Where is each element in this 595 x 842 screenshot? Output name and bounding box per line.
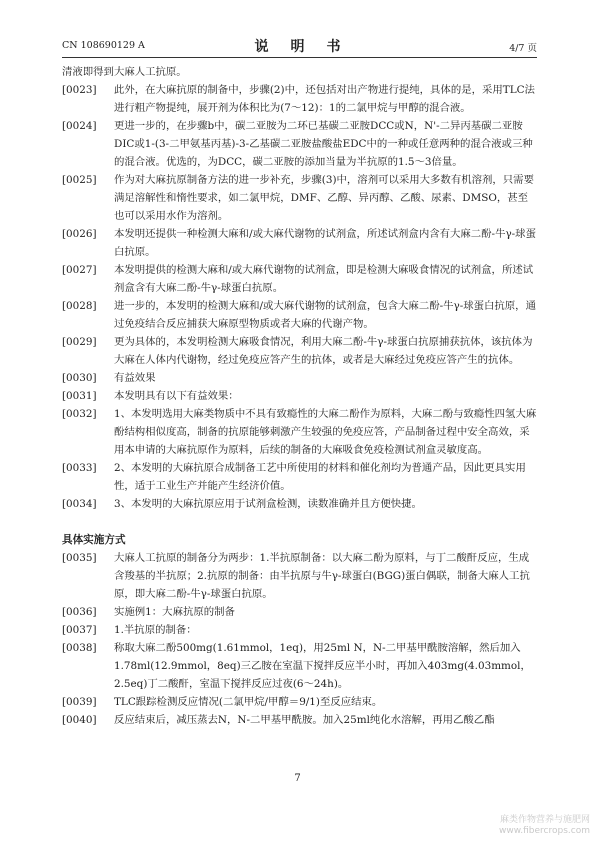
paragraph-text: 2、本发明的大麻抗原合成制备工艺中所使用的材料和催化剂均为普通产品，因此更具实用性，适于工业生产并能产生经济价值。 <box>114 462 526 492</box>
paragraph-text: 反应结束后，减压蒸去N，N-二甲基甲酰胺。加入25ml纯化水溶解，再用乙酸乙酯 <box>114 714 495 726</box>
paragraph-number: [0038] <box>62 642 97 654</box>
paragraph-0028 <box>62 297 537 333</box>
watermark-title: 麻类作物营养与施肥网 <box>499 815 590 825</box>
patent-number: CN 108690129 A <box>62 40 145 51</box>
paragraph-number: [0037] <box>62 624 97 636</box>
paragraph-number: [0030] <box>62 372 97 384</box>
paragraph-0036 <box>62 603 537 621</box>
page-info: 4/7 页 <box>509 43 537 54</box>
document-title: 说 明 书 <box>254 39 345 55</box>
paragraph-text: 实施例1：大麻抗原的制备 <box>114 606 235 618</box>
paragraph-0027 <box>62 261 537 297</box>
paragraph-number: [0032] <box>62 408 97 420</box>
paragraph-0026 <box>62 225 537 261</box>
page-number: 7 <box>294 773 301 784</box>
paragraph-text: 进一步的，本发明的检测大麻和/或大麻代谢物的试剂盒，包含大麻二酚-牛γ-球蛋白抗原，通过免疫结合反应捕获大麻原型物质或者大麻的代谢产物。 <box>114 300 536 330</box>
watermark-url: www.fibercrops.com <box>499 826 590 836</box>
paragraph-number: [0026] <box>62 228 97 240</box>
paragraph-text: 清液即得到大麻人工抗原。 <box>62 66 187 78</box>
paragraph-text: 更为具体的，本发明检测大麻吸食情况，利用大麻二酚-牛γ-球蛋白抗原捕获抗体，该抗体为大麻在人体内代谢物，经过免疫应答产生的抗体，或者是大麻经过免疫应答产生的抗体。 <box>114 336 533 366</box>
paragraph-text: 此外，在大麻抗原的制备中，步骤(2)中，还包括对出产物进行提纯，具体的是，采用TLC法进行粗产物提纯，展开剂为体积比为(7～12)：1的二氯甲烷与甲醇的混合液。 <box>114 84 535 114</box>
site-watermark <box>462 815 590 837</box>
paragraph-text: 有益效果 <box>114 372 156 384</box>
paragraph-0023 <box>62 81 537 117</box>
paragraph-number: [0036] <box>62 606 97 618</box>
paragraph-0038 <box>62 639 537 693</box>
paragraph-text: 大麻人工抗原的制备分为两步：1.半抗原制备：以大麻二酚为原料，与丁二酸酐反应，生成含羧基的半抗原；2.抗原的制备：由半抗原与牛γ-球蛋白(BGG)蛋白偶联，制备大麻人工抗原，即大麻二酚-牛γ-球蛋白抗原。 <box>114 552 530 600</box>
paragraph-number: [0040] <box>62 714 97 726</box>
paragraph-0039 <box>62 693 537 711</box>
paragraph-0033 <box>62 459 537 495</box>
paragraph-0029 <box>62 333 537 369</box>
paragraph-number: [0027] <box>62 264 97 276</box>
paragraph-text: 称取大麻二酚500mg(1.61mmol，1eq)，用25ml N，N-二甲基甲酰胺溶解，然后加入1.78ml(12.9mmol，8eq)三乙胺在室温下搅拌反应半小时，再加入403mg(4.03mmol，2.5eq)丁二酸酐，室温下搅拌反应过夜(6～24h)。 <box>114 642 531 690</box>
page-header <box>62 36 537 56</box>
paragraph-text: 更进一步的，在步骤b中，碳二亚胺为二环已基碳二亚胺DCC或N，N'-二异丙基碳二亚胺DIC或1-(3-二甲氨基丙基)-3-乙基碳二亚胺盐酸盐EDC中的一种或任意两种的混合液或三种的混合液。优选的，为DCC，碳二亚胺的添加当量为半抗原的1.5～3倍量。 <box>114 120 533 168</box>
paragraph-0034 <box>62 495 537 513</box>
paragraph-text: 作为对大麻抗原制备方法的进一步补充，步骤(3)中，溶剂可以采用大多数有机溶剂，只需要满足溶解性和惰性要求，如二氯甲烷，DMF、乙醇、异丙醇、乙酸、尿素、DMSO，甚至也可以采用水作为溶剂。 <box>114 174 534 222</box>
paragraph-text: 1.半抗原的制备： <box>114 624 197 636</box>
paragraph-number: [0024] <box>62 120 97 132</box>
paragraph-number: [0028] <box>62 300 97 312</box>
paragraph-0025 <box>62 171 537 225</box>
paragraph-number: [0033] <box>62 462 97 474</box>
paragraph-number: [0029] <box>62 336 97 348</box>
paragraph-0040 <box>62 711 537 729</box>
paragraph-text: 本发明提供的检测大麻和/或大麻代谢物的试剂盒，即是检测大麻吸食情况的试剂盒，所述试剂盒含有大麻二酚-牛γ-球蛋白抗原。 <box>114 264 534 294</box>
paragraph-0037 <box>62 621 537 639</box>
paragraph-number: [0025] <box>62 174 97 186</box>
paragraph-0024 <box>62 117 537 171</box>
paragraph-number: [0035] <box>62 552 97 564</box>
document-body <box>62 63 537 729</box>
paragraph-text: TLC跟踪检测反应情况(二氯甲烷/甲醇＝9/1)至反应结束。 <box>114 696 383 708</box>
paragraph-0032 <box>62 405 537 459</box>
paragraph-text: 3、本发明的大麻抗原应用于试剂盒检测，读数准确并且方便快捷。 <box>114 498 422 510</box>
paragraph-text: 1、本发明选用大麻类物质中不具有致瘾性的大麻二酚作为原料，大麻二酚与致瘾性四氢大麻酚结构相似度高，制备的抗原能够刺激产生较强的免疫应答，产品制备过程中安全高效，采用本申请的大麻抗原作为原料，后续的制备的大麻吸食免疫检测试剂盒灵敏度高。 <box>114 408 537 456</box>
section-title: 具体实施方式 <box>62 534 126 546</box>
paragraph-number: [0031] <box>62 390 97 402</box>
paragraph-0031 <box>62 387 537 405</box>
paragraph-0030 <box>62 369 537 387</box>
paragraph-number: [0023] <box>62 84 97 96</box>
paragraph-text: 本发明具有以下有益效果： <box>114 390 239 402</box>
paragraph-number: [0039] <box>62 696 97 708</box>
paragraph-text: 本发明还提供一种检测大麻和/或大麻代谢物的试剂盒，所述试剂盒内含有大麻二酚-牛γ-球蛋白抗原。 <box>114 228 536 258</box>
header-rule <box>62 57 537 58</box>
paragraph-continuation <box>62 63 537 81</box>
paragraph-0035 <box>62 549 537 603</box>
paragraph-number: [0034] <box>62 498 97 510</box>
